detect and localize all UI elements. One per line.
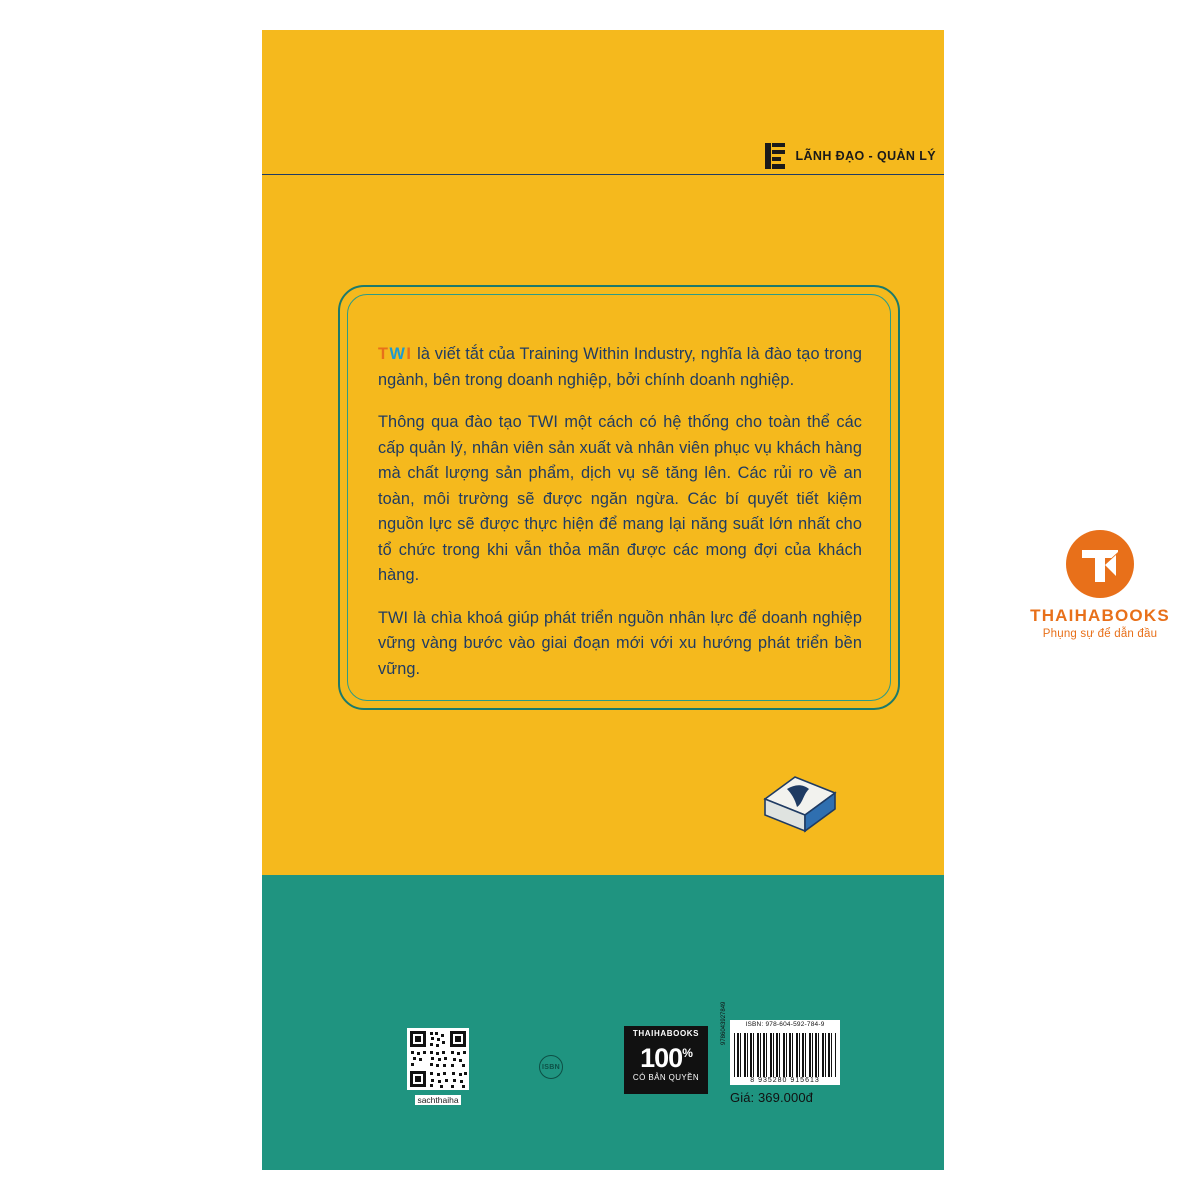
- isbn-text: ISBN: 978-604-592-784-9: [730, 1020, 840, 1029]
- qr-code-block: [404, 1028, 472, 1108]
- category-band-inner: [765, 138, 936, 174]
- footer-band: [262, 875, 944, 1170]
- copyright-badge: [624, 1026, 708, 1094]
- copyright-badge-subtitle: CÓ BẢN QUYỀN: [632, 1073, 700, 1082]
- description-frame: [338, 285, 900, 710]
- round-stamp-icon: ISBN: [539, 1055, 563, 1079]
- description-paragraph-2: Thông qua đào tạo TWI một cách có hệ thống cho toàn thể các cấp quản lý, nhân viên sản xuất và nhân viên phục vụ khách hàng mà chất lượng sản phẩm, dịch vụ sẽ tăng lên. Các rủi ro về an toàn, môi trường sẽ được ngăn ngừa. Các bí quyết tiết kiệm nguồn lực sẽ được thực hiện để mang lại năng suất lớn nhất cho tổ chức trong khi vẫn thỏa mãn được các mong đợi của khách hàng.: [378, 413, 862, 584]
- book-back-cover: [262, 30, 944, 1170]
- category-band: [262, 138, 944, 175]
- price-label: Giá: 369.000đ: [730, 1090, 813, 1105]
- publisher-tagline: Phụng sự để dẫn đầu: [1042, 628, 1158, 640]
- qr-code-caption: sachthaiha: [417, 1095, 459, 1105]
- barcode-side-text: 9786043927849: [721, 1001, 727, 1045]
- description-text-1: là viết tắt của Training Within Industry, nghĩa là đào tạo trong ngành, bên trong doanh nghiệp, bởi chính doanh nghiệp.: [378, 345, 862, 389]
- barcode-bars: [734, 1033, 836, 1077]
- book-category-icon: [765, 141, 787, 171]
- copyright-badge-brand: THAIHABOOKS: [632, 1029, 700, 1038]
- publisher-logo: [1012, 528, 1188, 640]
- copyright-percent-symbol: %: [682, 1046, 692, 1060]
- description-paragraph-1: [378, 342, 862, 393]
- qr-code-icon: [407, 1028, 469, 1090]
- barcode-number: 8 935280 915613: [750, 1077, 820, 1084]
- copyright-badge-percent: [624, 1038, 708, 1073]
- description-paragraph-3: TWI là chìa khoá giúp phát triển nguồn nhân lực để doanh nghiệp vững vàng bước vào giai đoạn mới với xu hướng phát triển bền vững.: [378, 608, 862, 678]
- twi-mark: TWI: [378, 345, 413, 363]
- publisher-name: THAIHABOOKS: [1030, 606, 1170, 625]
- description-body: [378, 342, 862, 682]
- barcode-block: [721, 1001, 840, 1105]
- copyright-percent-value: 100: [640, 1043, 683, 1073]
- book-stack-icon: [751, 765, 843, 845]
- thaihabooks-logo-icon: [1064, 528, 1136, 600]
- category-label: LÃNH ĐẠO - QUẢN LÝ: [795, 149, 936, 163]
